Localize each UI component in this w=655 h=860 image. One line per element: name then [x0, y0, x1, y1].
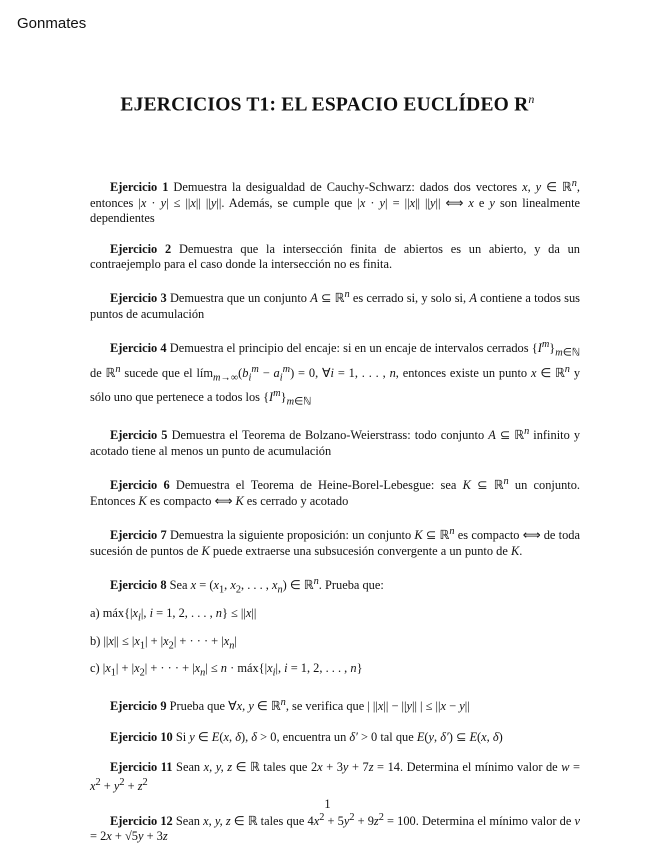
item-text: $||x|| \le |x_1| + |x_2|$ + · · · + $|x_n|$ — [103, 633, 237, 651]
exercise-label: Ejercicio 12 — [110, 813, 173, 828]
item-marker: c) — [90, 661, 100, 676]
exercise-2 — [90, 242, 580, 273]
exercise-list — [90, 176, 580, 860]
exercise-6 — [90, 474, 580, 509]
exercise-text: Demuestra el principio del encaje: si en un encaje de intervalos cerrados $\{I^m\}_{m\in ℕ}$ de ℝ$^n$ sucede que el $lím_{m\to\infty}(b_i^m - a_i^m) = 0$, ∀i = 1, . . . , n, entonces existe un punto x ∈ ℝ$^n$ y sólo uno que pertenece a todos los $\{I^m\}_{m\in ℕ}$ — [90, 339, 581, 408]
exercise-8-items — [90, 606, 580, 681]
exercise-label: Ejercicio 2 — [110, 241, 172, 256]
exercise-label: Ejercicio 1 — [110, 180, 169, 195]
exercise-text: Prueba que ∀x, y ∈ ℝ$^n$, se verifica que | ||x|| − ||y|| | ≤ ||x − y|| — [169, 697, 470, 714]
page-title — [0, 92, 655, 117]
exercise-label: Ejercicio 10 — [110, 729, 173, 744]
list-item — [90, 606, 580, 626]
exercise-text: Sean x, y, z ∈ ℝ tales que $4x^2 + 5y^2 + 9z^2 = 100$. Determina el mínimo valor de v = 2x + √5y + 3z — [90, 811, 581, 844]
exercise-text: Demuestra que la intersección finita de abiertos es un abierto, y da un contraejemplo para el caso donde la intersección no es finita. — [90, 241, 580, 272]
exercise-9 — [90, 695, 580, 715]
list-item — [90, 661, 580, 681]
exercise-text: Demuestra el Teorema de Bolzano-Weierstrass: todo conjunto A ⊆ ℝ$^n$ infinito y acotado tiene al menos un punto de acumulación — [90, 426, 581, 459]
exercise-5 — [90, 424, 580, 459]
item-text: $máx\{|x_i|$, i = 1, 2, . . . , n} ≤ ||x|| — [102, 605, 257, 624]
exercise-label: Ejercicio 4 — [110, 341, 167, 356]
exercise-label: Ejercicio 5 — [110, 428, 168, 443]
page-title-text: EJERCICIOS T1: EL ESPACIO EUCLÍDEO R — [120, 94, 529, 116]
exercise-label: Ejercicio 8 — [110, 578, 167, 593]
exercise-4 — [90, 337, 580, 410]
exercise-label: Ejercicio 7 — [110, 528, 167, 543]
exercise-1 — [90, 176, 580, 227]
exercise-7 — [90, 524, 580, 559]
exercise-8 — [90, 574, 580, 598]
exercise-text: Sean x, y, z ∈ ℝ tales que 2x + 3y + 7z = 14. Determina el mínimo valor de $w = x^2 + y^2 + z^2$ — [90, 759, 581, 794]
exercise-text: Sea $x = (x_1$, $x_2$, . . . , $x_n$) ∈ ℝ$^n$. Prueba que: — [169, 576, 384, 596]
exercise-label: Ejercicio 11 — [110, 759, 173, 774]
exercise-text: Demuestra el Teorema de Heine-Borel-Lebesgue: sea K ⊆ ℝ$^n$ un conjunto. Entonces K es compacto ⟺ K es cerrado y acotado — [90, 476, 581, 508]
item-marker: a) — [90, 605, 100, 620]
page-number: 1 — [324, 797, 331, 811]
exercise-3 — [90, 287, 580, 322]
exercise-10 — [90, 730, 580, 746]
exercise-text: Demuestra la desigualdad de Cauchy-Schwarz: dados dos vectores x, y ∈ ℝ$^n$, entonces |x · y| ≤ ||x|| ||y||. Además, se cumple que |x · y| = ||x|| ||y|| ⟺ x e y son linealmente dependientes — [90, 178, 581, 226]
page-title-superscript: n — [528, 92, 535, 106]
exercise-label: Ejercicio 9 — [110, 699, 167, 714]
exercise-label: Ejercicio 3 — [110, 291, 167, 306]
exercise-12 — [90, 810, 580, 845]
item-text: $|x_1| + |x_2|$ + · · · + $|x_n| \le n$ · $máx\{|x_i|$, i = 1, 2, . . . , n} — [102, 661, 363, 679]
brand-label: Gonmates — [17, 15, 87, 32]
exercise-text: Demuestra que un conjunto A ⊆ ℝ$^n$ es cerrado si, y solo si, A contiene a todos sus puntos de acumulación — [90, 289, 580, 321]
exercise-text: Si y ∈ E(x, δ), δ > 0, encuentra un δ′ > 0 tal que E(y, δ′) ⊆ E(x, δ) — [175, 729, 503, 744]
exercise-label: Ejercicio 6 — [110, 478, 170, 493]
exercise-11 — [90, 760, 580, 795]
exercise-text: Demuestra la siguiente proposición: un conjunto K ⊆ ℝ$^n$ es compacto ⟺ de toda sucesión de puntos de K puede extraerse una subsucesión convergente a un punto de K. — [90, 526, 580, 558]
list-item — [90, 634, 580, 654]
item-marker: b) — [90, 633, 101, 648]
